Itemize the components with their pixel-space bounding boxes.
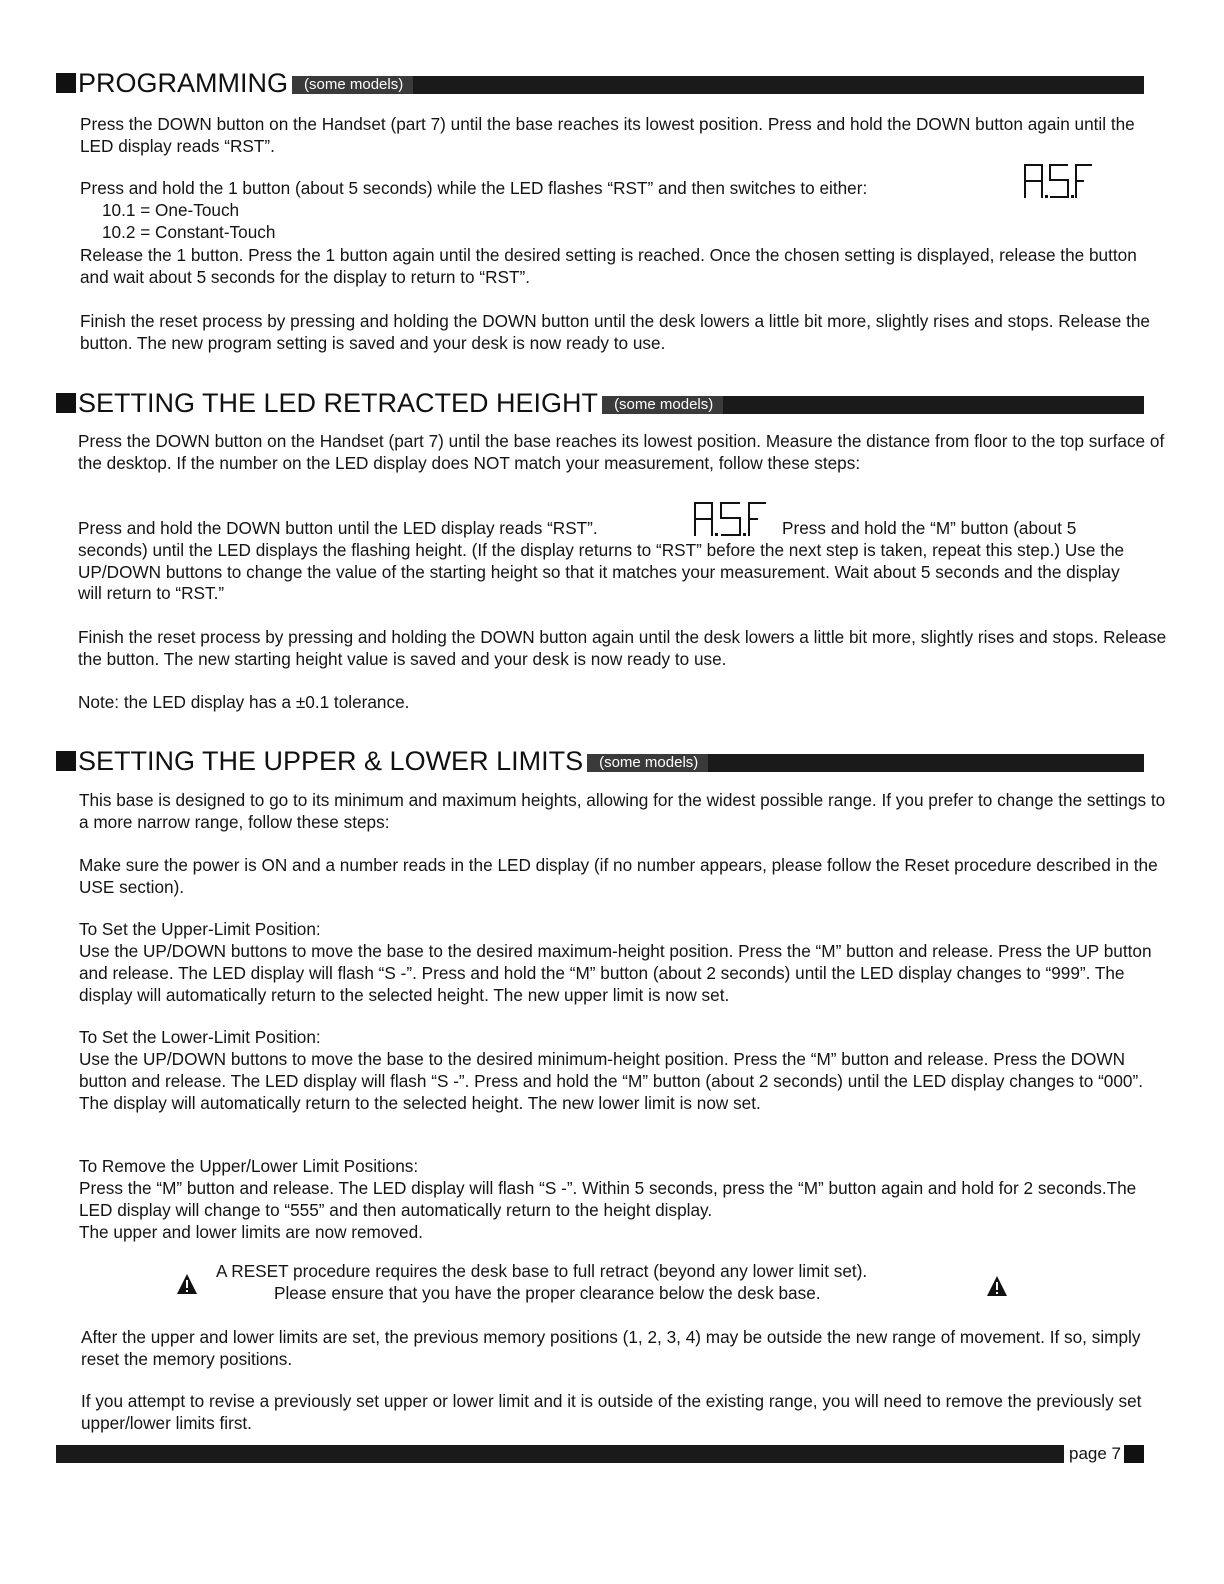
paragraph: Use the UP/DOWN buttons to move the base to the desired maximum-height position. Press the “M” button and release. Press the UP button and release. The LED display will flash “S -”. Press and hold the “M” button (about 2 seconds) until the LED display changes to “999”. The display will automatically return to the selected height. The new upper limit is now set.	[79, 941, 1152, 1005]
footer-square-icon	[1124, 1445, 1144, 1463]
section-badge: (some models)	[587, 754, 708, 772]
paragraph: The upper and lower limits are now removed.	[79, 1222, 423, 1242]
header-square-icon	[56, 393, 76, 413]
subheading-upper-limit: To Set the Upper-Limit Position:	[79, 919, 321, 939]
warning-text	[216, 1261, 1006, 1305]
warning-triangle-icon	[986, 1275, 1008, 1297]
section-header-upper-lower-limits	[56, 746, 1144, 776]
paragraph	[80, 200, 1170, 244]
header-bar	[292, 76, 1144, 94]
section-badge: (some models)	[292, 76, 413, 94]
paragraph-text: Press and hold the 1 button (about 5 seconds) while the LED flashes “RST” and then switches to either:	[80, 178, 868, 198]
option-constant-touch: 10.2 = Constant-Touch	[102, 221, 276, 242]
paragraph: Make sure the power is ON and a number reads in the LED display (if no number appears, please follow the Reset procedure described in the USE section).	[79, 855, 1158, 897]
header-square-icon	[56, 751, 76, 771]
paragraph: After the upper and lower limits are set, the previous memory positions (1, 2, 3, 4) may be outside the new range of movement. If so, simply reset the memory positions.	[81, 1327, 1141, 1369]
footer-bar	[56, 1445, 1064, 1463]
warning-triangle-icon	[176, 1273, 198, 1295]
paragraph: Release the 1 button. Press the 1 button again until the desired setting is reached. Once the chosen setting is displayed, release the button and wait about 5 seconds for the display to return to “RST”.	[80, 245, 1137, 287]
subheading-lower-limit: To Set the Lower-Limit Position:	[79, 1027, 321, 1047]
header-bar	[602, 396, 1144, 414]
paragraph: This base is designed to go to its minimum and maximum heights, allowing for the widest possible range. If you prefer to change the settings to a more narrow range, follow these steps:	[79, 790, 1166, 832]
warning-line-2: Please ensure that you have the proper clearance below the desk base.	[274, 1282, 821, 1303]
section-title: SETTING THE UPPER & LOWER LIMITS	[78, 746, 584, 776]
paragraph: Finish the reset process by pressing and holding the DOWN button until the desk lowers a little bit more, slightly rises and stops. Release the button. The new program setting is saved and your desk is now ready to use.	[80, 311, 1150, 353]
paragraph: Press and hold the DOWN button until the LED display reads “RST”.	[78, 518, 598, 538]
paragraph: Finish the reset process by pressing and holding the DOWN button again until the desk lowers a little bit more, slightly rises and stops. Release the button. The new starting height value is saved and your desk is now ready to use.	[78, 627, 1167, 669]
paragraph: Press the DOWN button on the Handset (part 7) until the base reaches its lowest position. Measure the distance from floor to the top surface of the desktop. If the number on the LED display does NOT match your measurement, follow these steps:	[78, 431, 1165, 473]
paragraph: Press the DOWN button on the Handset (part 7) until the base reaches its lowest position. Press and hold the DOWN button again until the LED display reads “RST”.	[80, 114, 1135, 156]
header-bar	[587, 754, 1144, 772]
section-header-programming	[56, 68, 1144, 98]
led-segment-display-icon	[1022, 162, 1096, 200]
paragraph-led	[80, 178, 1170, 200]
paragraph: If you attempt to revise a previously set upper or lower limit and it is outside of the existing range, you will need to remove the previously set upper/lower limits first.	[81, 1391, 1142, 1433]
header-square-icon	[56, 73, 76, 93]
note: Note: the LED display has a ±0.1 tolerance.	[78, 692, 410, 712]
page-number: page 7	[1064, 1444, 1124, 1464]
paragraph: Press and hold the “M” button (about 5 seconds) until the LED displays the flashing height. (If the display returns to “RST” before the next step is taken, repeat this step.) Use the UP/DOWN buttons to change the value of the starting height so that it matches your measurement. Wait about 5 seconds and the display will return to “RST.”	[78, 518, 1125, 604]
option-one-touch: 10.1 = One-Touch	[102, 200, 240, 220]
section-title: SETTING THE LED RETRACTED HEIGHT	[78, 388, 599, 418]
warning-line-1: A RESET procedure requires the desk base to full retract (beyond any lower limit set).	[216, 1261, 868, 1281]
section-title: PROGRAMMING	[78, 68, 289, 98]
warning-notice	[176, 1261, 1036, 1305]
paragraph: Press the “M” button and release. The LED display will flash “S -”. Within 5 seconds, press the “M” button again and hold for 2 seconds.The LED display will change to “555” and then automatically return to the height display.	[79, 1178, 1137, 1220]
page-footer	[56, 1443, 1144, 1465]
section-header-led-retracted-height	[56, 388, 1144, 418]
subheading-remove-limits: To Remove the Upper/Lower Limit Positions:	[79, 1156, 419, 1176]
section-badge: (some models)	[602, 396, 723, 414]
paragraph: Use the UP/DOWN buttons to move the base to the desired minimum-height position. Press the “M” button and release. Press the DOWN button and release. The LED display will flash “S -”. Press and hold the “M” button (about 2 seconds) until the LED display changes to “000”. The display will automatically return to the selected height. The new lower limit is now set.	[79, 1049, 1143, 1113]
